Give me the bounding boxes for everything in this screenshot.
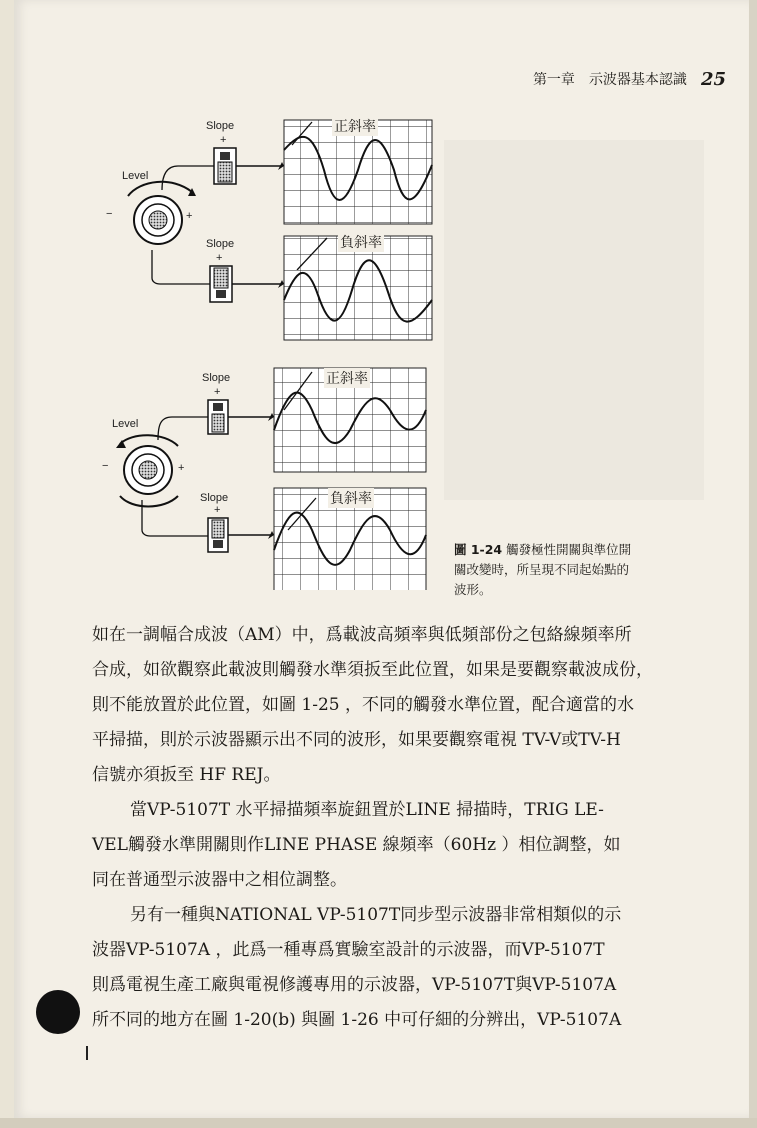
slope-switch-2	[210, 266, 284, 302]
slope-plus-4: +	[214, 504, 221, 516]
caption-line-2: 關改變時，所呈現不同起始點的	[454, 562, 630, 577]
scope-1-tag: 正斜率	[332, 116, 378, 136]
slope-label-1: Slope	[206, 120, 235, 132]
slope-plus-1: +	[220, 134, 227, 146]
body-text	[92, 618, 712, 1038]
slope-switch-3	[208, 400, 274, 434]
body-line: 則不能放置於此位置，如圖 1-25 ，不同的觸發水準位置，配合適當的水	[92, 695, 634, 715]
slope-switch-4	[208, 518, 274, 552]
level-label-2: Level	[112, 418, 139, 430]
caption-number: 圖 1-24	[454, 542, 503, 557]
page-number: 25	[700, 68, 726, 90]
body-line: 合成，如欲觀察此載波則觸發水準須扳至此位置，如果是要觀察載波成份，	[92, 660, 653, 680]
body-line: 平掃描，則於示波器顯示出不同的波形，如果要觀察電視 TV-V或TV-H	[92, 730, 621, 750]
body-line: 另有一種與NATIONAL VP-5107T同步型示波器非常相類似的示	[130, 905, 622, 925]
body-line: 信號亦須扳至 HF REJ。	[92, 765, 281, 785]
chapter-label: 第一章	[532, 72, 575, 88]
running-header	[496, 66, 726, 92]
body-line: 所不同的地方在圖 1-20(b) 與圖 1-26 中可仔細的分辨出，VP-5107A	[92, 1010, 622, 1030]
slope-label-4: Slope	[200, 492, 229, 504]
level-knob-2	[116, 417, 208, 536]
slope-label-2: Slope	[206, 238, 235, 250]
binding-hole	[36, 990, 80, 1034]
bottom-edge	[0, 1118, 757, 1128]
level-label-1: Level	[122, 170, 149, 182]
scope-2-tag: 負斜率	[338, 232, 384, 252]
page-edge	[749, 0, 757, 1128]
bleed-through-ghost	[444, 140, 704, 500]
trigger-diagram	[102, 110, 442, 590]
slope-plus-2: +	[216, 252, 223, 264]
margin-mark	[86, 1046, 88, 1060]
book-page	[14, 0, 750, 1118]
body-line: VEL觸發水準開關則作LINE PHASE 線頻率（60Hz ）相位調整，如	[92, 835, 621, 855]
figure-caption	[454, 540, 684, 600]
chapter-title: 示波器基本認識	[588, 72, 687, 88]
body-line: 同在普通型示波器中之相位調整。	[92, 870, 347, 890]
minus-label-1: −	[106, 208, 113, 220]
caption-line-3: 波形。	[454, 582, 492, 597]
body-line: 當VP-5107T 水平掃描頻率旋鈕置於LINE 掃描時，TRIG LE-	[130, 800, 604, 820]
slope-label-3: Slope	[202, 372, 231, 384]
caption-line-1: 觸發極性開關與準位開	[506, 542, 632, 557]
plus-label-1: +	[186, 210, 193, 222]
scope-3-tag: 正斜率	[324, 368, 370, 388]
level-knob-1	[128, 166, 214, 284]
scope-4-tag: 負斜率	[328, 488, 374, 508]
body-line: 則爲電視生產工廠與電視修護專用的示波器，VP-5107T與VP-5107A	[92, 975, 617, 995]
slope-switch-1	[214, 148, 284, 184]
plus-label-2: +	[178, 462, 185, 474]
body-line: 如在一調幅合成波（AM）中，爲載波高頻率與低頻部份之包絡線頻率所	[92, 625, 632, 645]
slope-plus-3: +	[214, 386, 221, 398]
minus-label-2: −	[102, 460, 109, 472]
body-line: 波器VP-5107A ，此爲一種專爲實驗室設計的示波器，而VP-5107T	[92, 940, 605, 960]
figure-1-24	[102, 110, 442, 590]
